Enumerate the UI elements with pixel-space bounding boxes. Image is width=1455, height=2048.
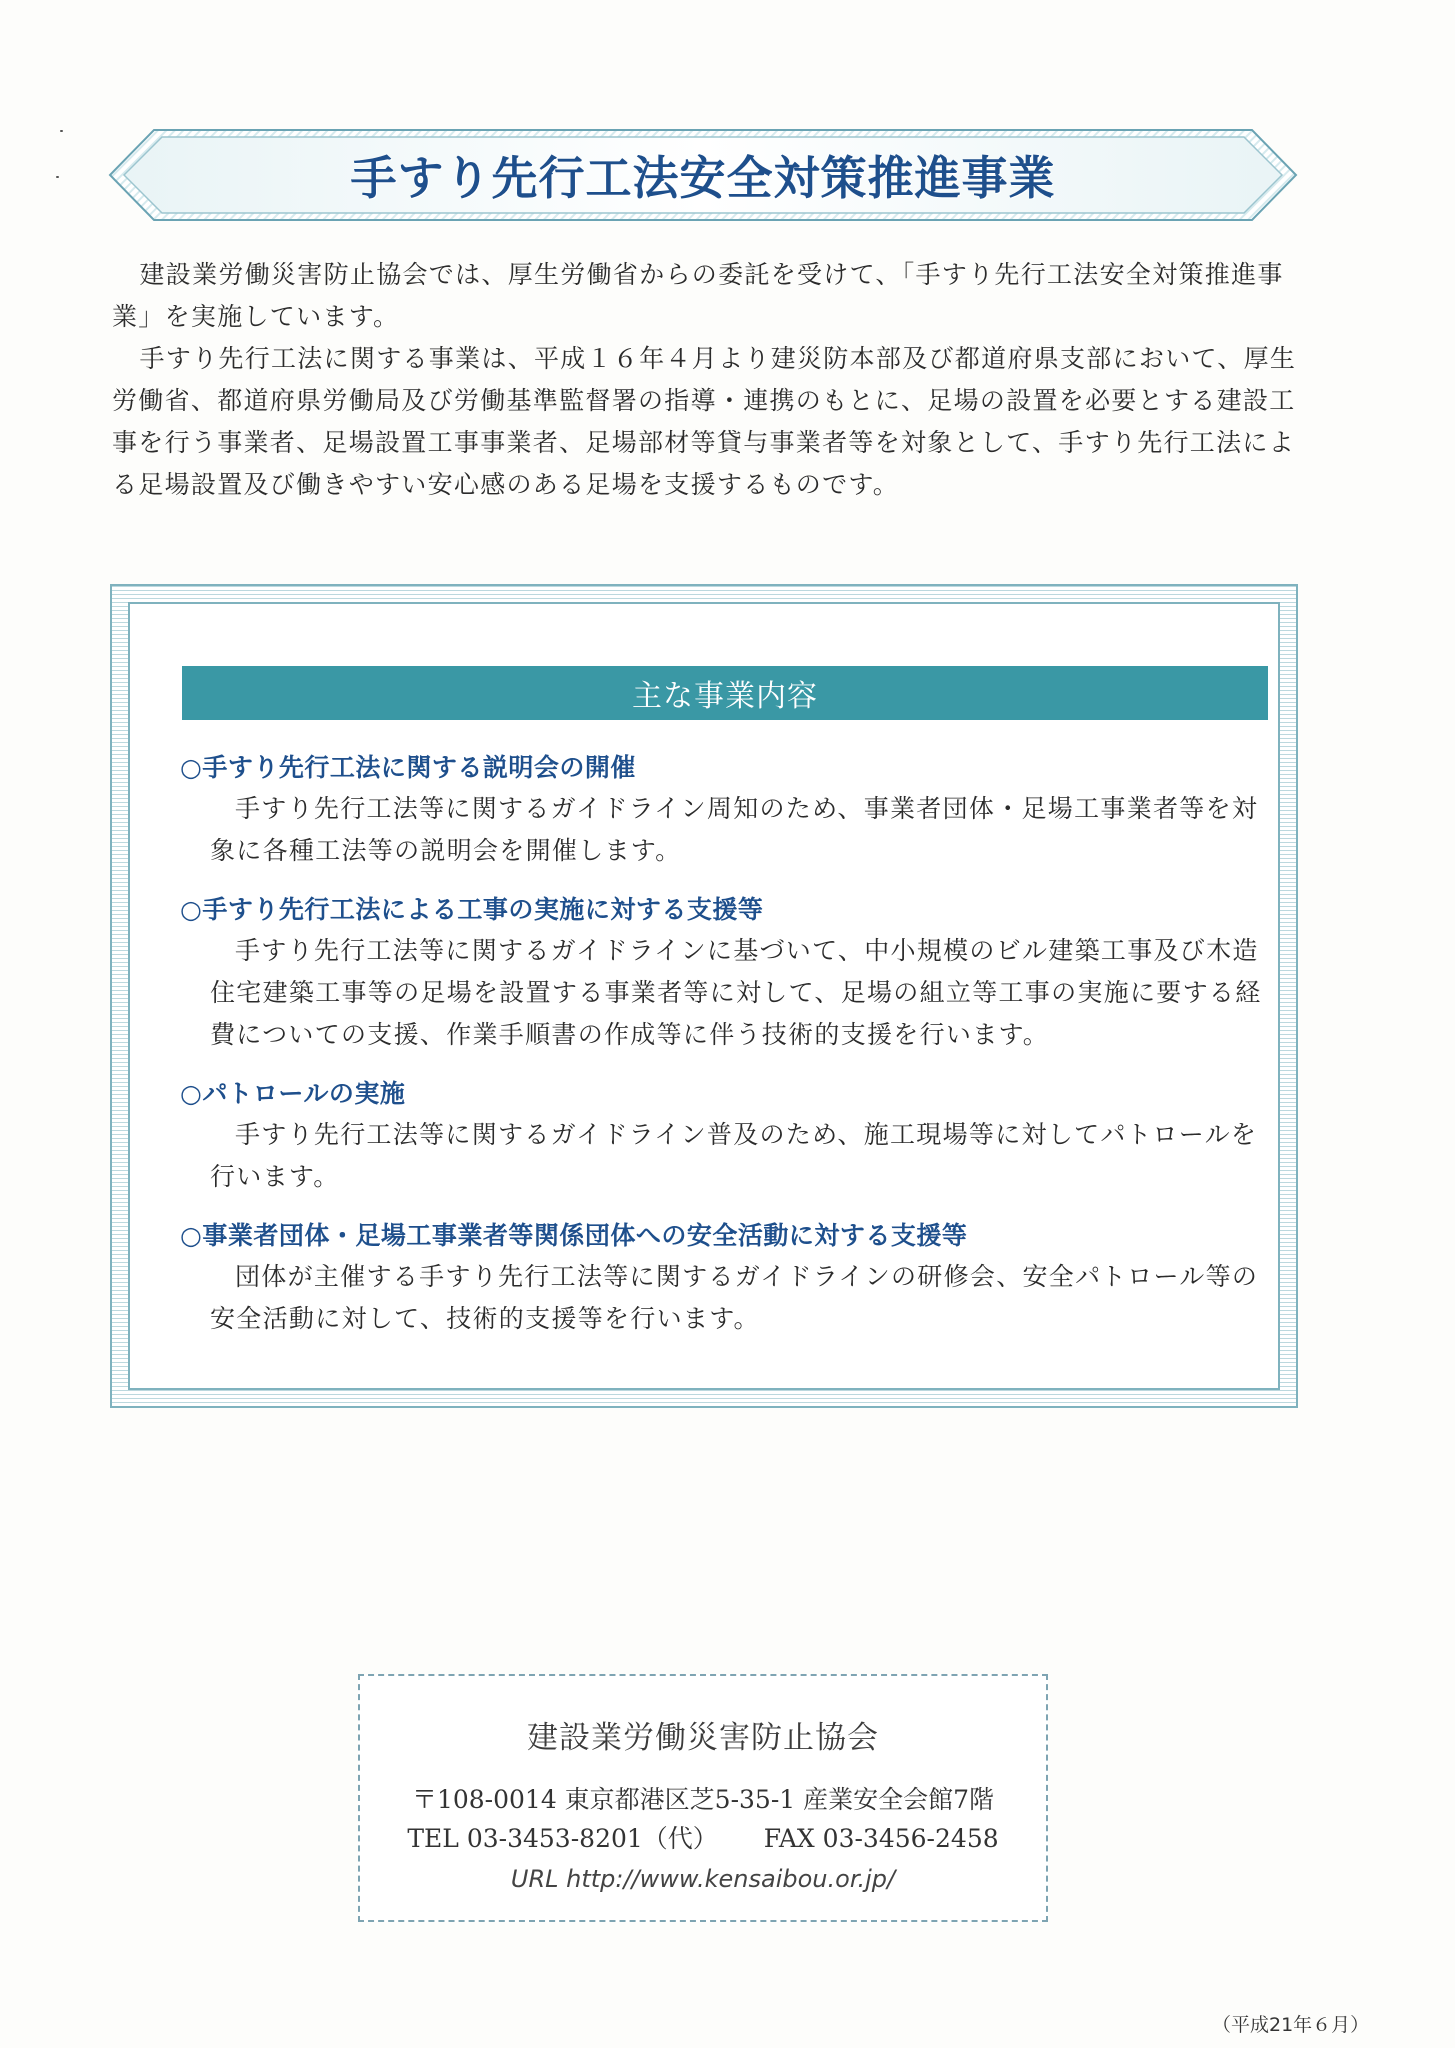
main-content-box	[110, 584, 1298, 1408]
postal-address: 〒108-0014 東京都港区芝5-35-1 産業安全会館7階	[411, 1785, 995, 1814]
contact-box	[358, 1674, 1048, 1922]
business-item	[180, 750, 1280, 872]
business-item	[180, 1076, 1280, 1198]
business-item-body: 手すり先行工法等に関するガイドライン普及のため、施工現場等に対してパトロールを行います。	[210, 1120, 1258, 1191]
business-item	[180, 1218, 1280, 1340]
business-item-title: ○事業者団体・足場工事業者等関係団体への安全活動に対する支援等	[180, 1221, 968, 1250]
business-item-title: ○パトロールの実施	[180, 1079, 406, 1108]
intro-text	[112, 254, 1302, 506]
business-item-list	[180, 750, 1280, 1360]
business-item-title: ○手すり先行工法に関する説明会の開催	[180, 753, 636, 782]
business-item	[180, 892, 1280, 1056]
intro-paragraph: 建設業労働災害防止協会では、厚生労働省からの委託を受けて、「手すり先行工法安全対策推進事業」を実施しています。	[112, 260, 1284, 331]
scan-speck	[56, 176, 59, 178]
page-title: 手すり先行工法安全対策推進事業	[350, 151, 1056, 205]
organization-name: 建設業労働災害防止協会	[527, 1720, 879, 1756]
publication-date: （平成21年６月）	[1212, 2014, 1370, 2036]
section-header: 主な事業内容	[182, 666, 1268, 720]
tel-number: TEL 03-3453-8201（代）	[407, 1824, 718, 1853]
phone-line	[360, 1819, 1046, 1859]
main-content-inner	[128, 602, 1280, 1390]
title-banner	[108, 128, 1298, 222]
business-item-body: 手すり先行工法等に関するガイドライン周知のため、事業者団体・足場工事業者等を対象に各種工法等の説明会を開催します。	[210, 794, 1259, 865]
scan-speck	[60, 130, 63, 132]
fax-number: FAX 03-3456-2458	[763, 1824, 999, 1853]
intro-paragraph: 手すり先行工法に関する事業は、平成１６年４月より建災防本部及び都道府県支部において、厚生労働省、都道府県労働局及び労働基準監督署の指導・連携のもとに、足場の設置を必要とする建設工事を行う事業者、足場設置工事事業者、足場部材等貸与事業者等を対象として、手すり先行工法による足場設置及び働きやすい安心感のある足場を支援するものです。	[112, 344, 1297, 499]
business-item-body: 手すり先行工法等に関するガイドラインに基づいて、中小規模のビル建築工事及び木造住宅建築工事等の足場を設置する事業者等に対して、足場の組立等工事の実施に要する経費についての支援、作業手順書の作成等に伴う技術的支援を行います。	[210, 936, 1262, 1049]
business-item-title: ○手すり先行工法による工事の実施に対する支援等	[180, 895, 764, 924]
business-item-body: 団体が主催する手すり先行工法等に関するガイドラインの研修会、安全パトロール等の安全活動に対して、技術的支援等を行います。	[210, 1262, 1259, 1333]
website-url[interactable]: URL http://www.kensaibou.or.jp/	[510, 1865, 896, 1893]
